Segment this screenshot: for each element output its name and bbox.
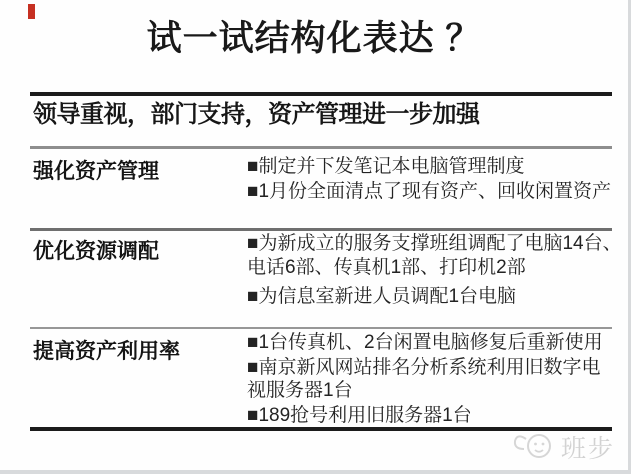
bullet-line: ■1月份全面清点了现有资产、回收闲置资产 bbox=[247, 181, 612, 202]
bullet-line: ■为信息室新进人员调配1台电脑 bbox=[247, 286, 517, 307]
row-divider-2 bbox=[30, 228, 612, 231]
watermark bbox=[512, 430, 615, 467]
bullet-item bbox=[247, 232, 622, 280]
bullet-line: ■为新成立的服务支撑班组调配了电脑14台、 bbox=[247, 233, 622, 254]
bullet-item bbox=[247, 331, 603, 354]
bullet-line: ■189抢号利用旧服务器1台 bbox=[247, 405, 472, 426]
row-3-bullets bbox=[247, 331, 603, 429]
bullet-item bbox=[247, 285, 622, 309]
bullet-line: ■1台传真机、2台闲置电脑修复后重新使用 bbox=[247, 332, 603, 353]
banbu-smiley-icon bbox=[512, 430, 556, 467]
page-title: 试一试结构化表达 ？ bbox=[146, 19, 482, 58]
row-1-bullets bbox=[247, 154, 611, 204]
bullet-item bbox=[247, 404, 603, 427]
title-underline bbox=[30, 92, 612, 96]
section-header: 领导重视，部门支持，资产管理进一步加强 bbox=[33, 101, 480, 128]
bullet-line: ■制定并下发笔记本电脑管理制度 bbox=[247, 156, 525, 177]
row-divider-3 bbox=[30, 327, 612, 329]
watermark-label: 班步 bbox=[561, 434, 616, 463]
bullet-line: ■南京新风网站排名分析系统利用旧数字电 bbox=[247, 357, 601, 378]
row-1-label: 强化资产管理 bbox=[33, 160, 159, 183]
bullet-item bbox=[247, 356, 603, 402]
bullet-line-wrap: 电话6部、传真机1部、打印机2部 bbox=[247, 257, 526, 278]
row-2-label: 优化资源调配 bbox=[33, 240, 159, 263]
bullet-line-wrap: 视服务器1台 bbox=[247, 380, 353, 401]
bullet-item bbox=[247, 179, 611, 204]
row-3-label: 提高资产利用率 bbox=[33, 340, 180, 363]
bullet-item bbox=[247, 154, 611, 179]
row-divider-1 bbox=[30, 146, 612, 149]
row-2-bullets bbox=[247, 232, 622, 314]
